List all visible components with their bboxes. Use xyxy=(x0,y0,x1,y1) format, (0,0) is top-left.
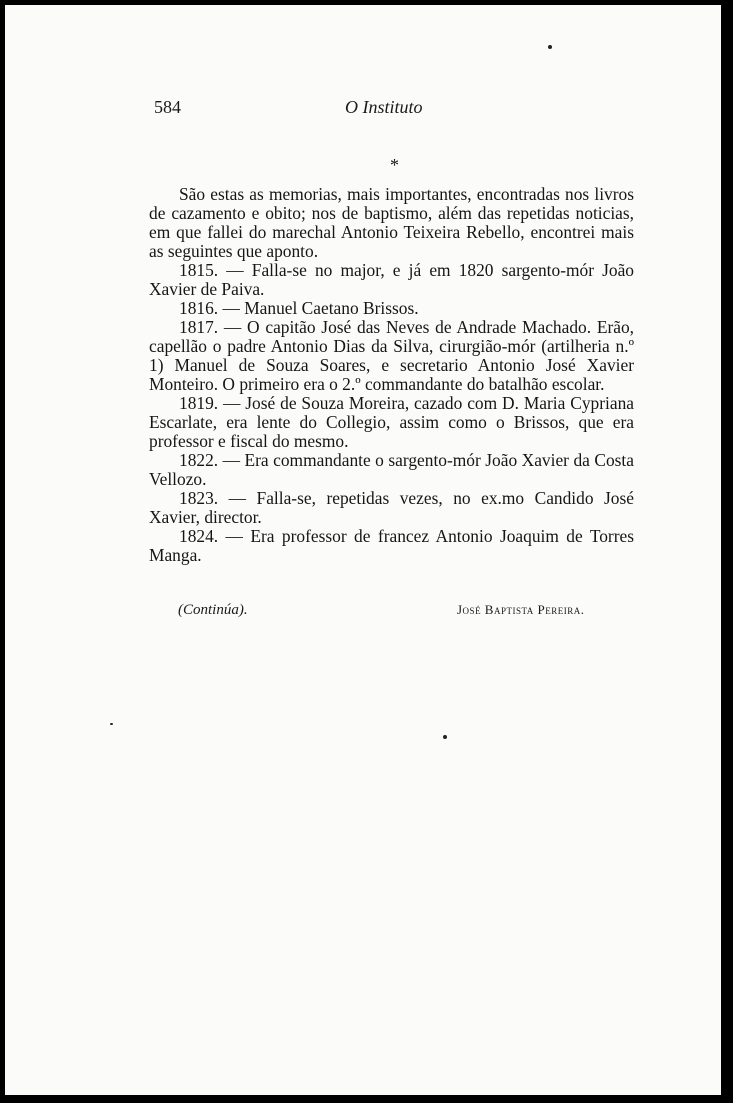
paragraph-1823: 1823. — Falla-se, repetidas vezes, no ex.mo Candido José Xavier, director. xyxy=(149,488,634,527)
continua-note: (Continúa). xyxy=(178,602,248,618)
paragraph-1822: 1822. — Era commandante o sargento-mór João Xavier da Costa Vellozo. xyxy=(149,450,634,489)
author-signature: José Baptista Pereira. xyxy=(457,602,585,617)
paragraph-1819: 1819. — José de Souza Moreira, cazado com D. Maria Cypriana Escarlate, era lente do Collegio, assim como o Brissos, que era professor e fiscal do mesmo. xyxy=(149,393,634,451)
document-page xyxy=(5,5,721,1095)
print-speck xyxy=(110,723,113,725)
page-number: 584 xyxy=(154,97,181,117)
section-separator: * xyxy=(390,155,399,175)
page-header xyxy=(5,97,721,121)
body-text xyxy=(149,185,634,565)
print-speck xyxy=(548,45,552,49)
print-speck xyxy=(443,735,447,739)
paragraph-1824: 1824. — Era professor de francez Antonio Joaquim de Torres Manga. xyxy=(149,526,634,565)
paragraph-1817: 1817. — O capitão José das Neves de Andrade Machado. Erão, capellão o padre Antonio Dias da Silva, cirurgião-mór (artilheria n.º 1) Manuel de Souza Soares, e secretario Antonio José Xavier Monteiro. O primeiro era o 2.º commandante do batalhão escolar. xyxy=(149,317,634,394)
running-title: O Instituto xyxy=(345,97,423,117)
paragraph-intro: São estas as memorias, mais importantes, encontradas nos livros de cazamento e obito; nos de baptismo, além das repetidas noticias, em que fallei do marechal Antonio Teixeira Rebello, encontrei mais as seguintes que aponto. xyxy=(149,184,634,261)
paragraph-1815: 1815. — Falla-se no major, e já em 1820 sargento-mór João Xavier de Paiva. xyxy=(149,260,634,299)
paragraph-1816: 1816. — Manuel Caetano Brissos. xyxy=(179,298,419,318)
